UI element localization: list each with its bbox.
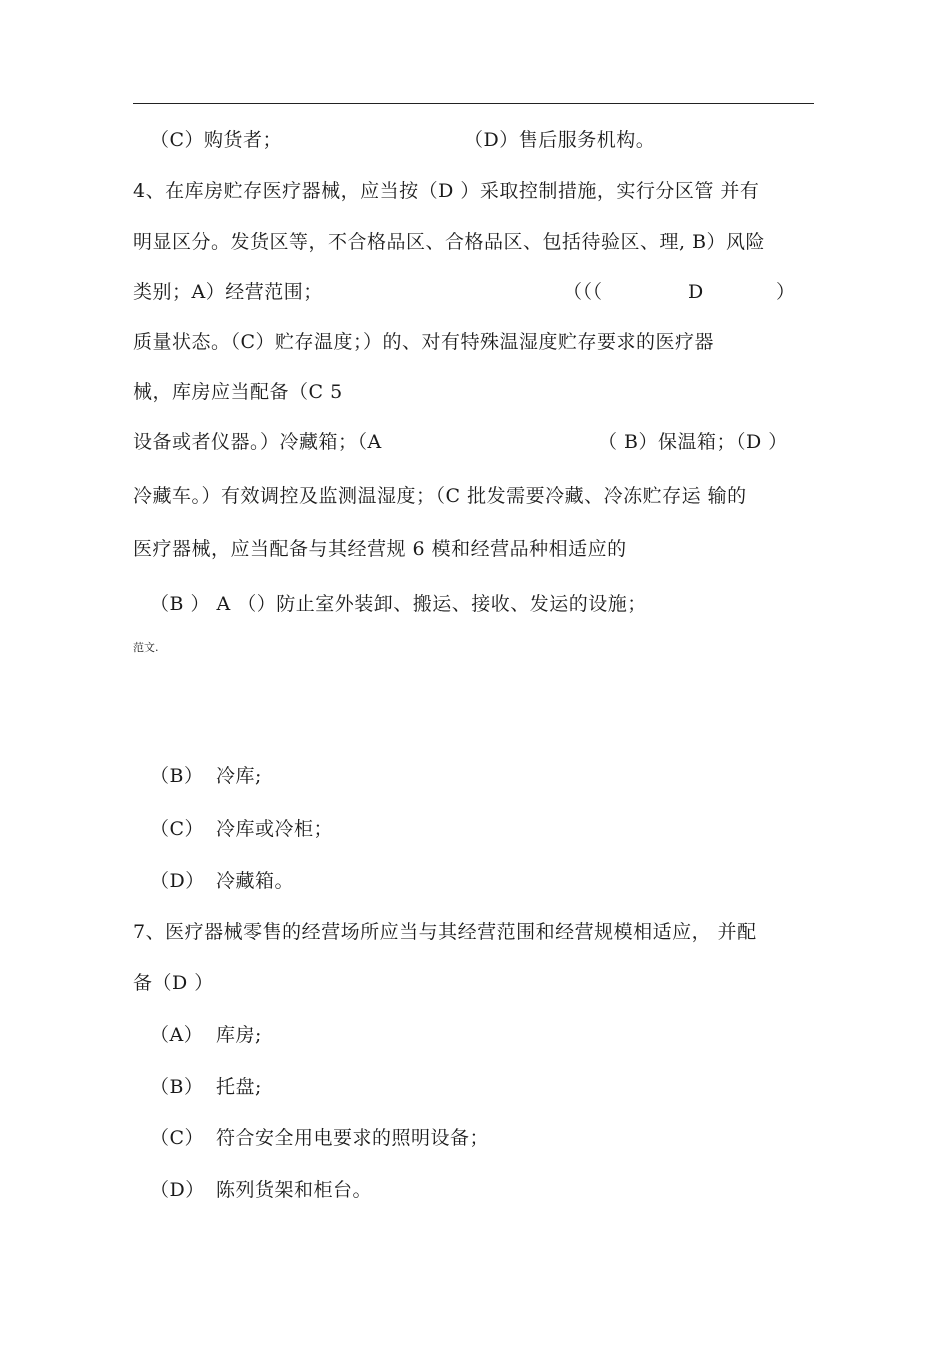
option-b-cold-storage: 冷库; xyxy=(216,765,262,787)
q7-option-a-label: （A） xyxy=(150,1024,204,1046)
q7-option-b-pallet: 托盘; xyxy=(216,1076,262,1098)
question-7-line-1: 7、医疗器械零售的经营场所应当与其经营范围和经营规模相适应， 并配 xyxy=(133,921,757,943)
option-d-after-sales: （D）售后服务机构。 xyxy=(464,129,656,151)
option-d-refrigerator-box: 冷藏箱。 xyxy=(216,870,295,892)
question-5-line-1: 械，库房应当配备（C 5 xyxy=(133,381,343,403)
page-footer-note: 范文. xyxy=(133,641,159,654)
question-4-close-bracket: ） xyxy=(776,281,796,303)
option-c-purchaser: （C）购货者； xyxy=(150,129,283,151)
top-rule xyxy=(133,103,814,104)
question-4-line-1: 4、在库房贮存医疗器械，应当按（D ）采取控制措施，实行分区管 并有 xyxy=(133,180,760,202)
q7-option-c-lighting: 符合安全用电要求的照明设备； xyxy=(216,1127,490,1149)
question-7-line-2: 备（D ） xyxy=(133,972,214,994)
q7-option-c-label: （C） xyxy=(150,1127,205,1149)
option-d-label: （D） xyxy=(150,870,205,892)
question-4-line-4: 质量状态。（C）贮存温度；）的、对有特殊温湿度贮存要求的医疗器 xyxy=(133,331,715,353)
question-5-line-2: 设备或者仪器。）冷藏箱；（A xyxy=(133,431,382,453)
q7-option-b-label: （B） xyxy=(150,1076,204,1098)
question-4-answer-d: D xyxy=(688,281,704,303)
question-6-line-1: 医疗器械，应当配备与其经营规 6 模和经营品种相适应的 xyxy=(133,538,627,560)
option-c-cold-storage-cabinet: 冷库或冷柜； xyxy=(216,818,334,840)
question-4-line-3: 类别；A）经营范围； xyxy=(133,281,323,303)
option-c-label: （C） xyxy=(150,818,205,840)
question-5-line-3: 冷藏车。）有效调控及监测温湿度；（C 批发需要冷藏、冷冻贮存运 输的 xyxy=(133,485,747,507)
question-6-option-a: （B ） A （）防止室外装卸、搬运、接收、发运的设施； xyxy=(150,593,647,615)
q7-option-a-warehouse: 库房; xyxy=(216,1024,262,1046)
option-b-label: （B） xyxy=(150,765,204,787)
question-5-options-bd: （ B）保温箱；（D ） xyxy=(598,431,788,453)
q7-option-d-label: （D） xyxy=(150,1179,205,1201)
question-4-brackets: （（（ xyxy=(563,281,603,303)
question-4-line-2: 明显区分。发货区等，不合格品区、合格品区、包括待验区、理, B）风险 xyxy=(133,231,766,253)
q7-option-d-display-shelves: 陈列货架和柜台。 xyxy=(216,1179,373,1201)
